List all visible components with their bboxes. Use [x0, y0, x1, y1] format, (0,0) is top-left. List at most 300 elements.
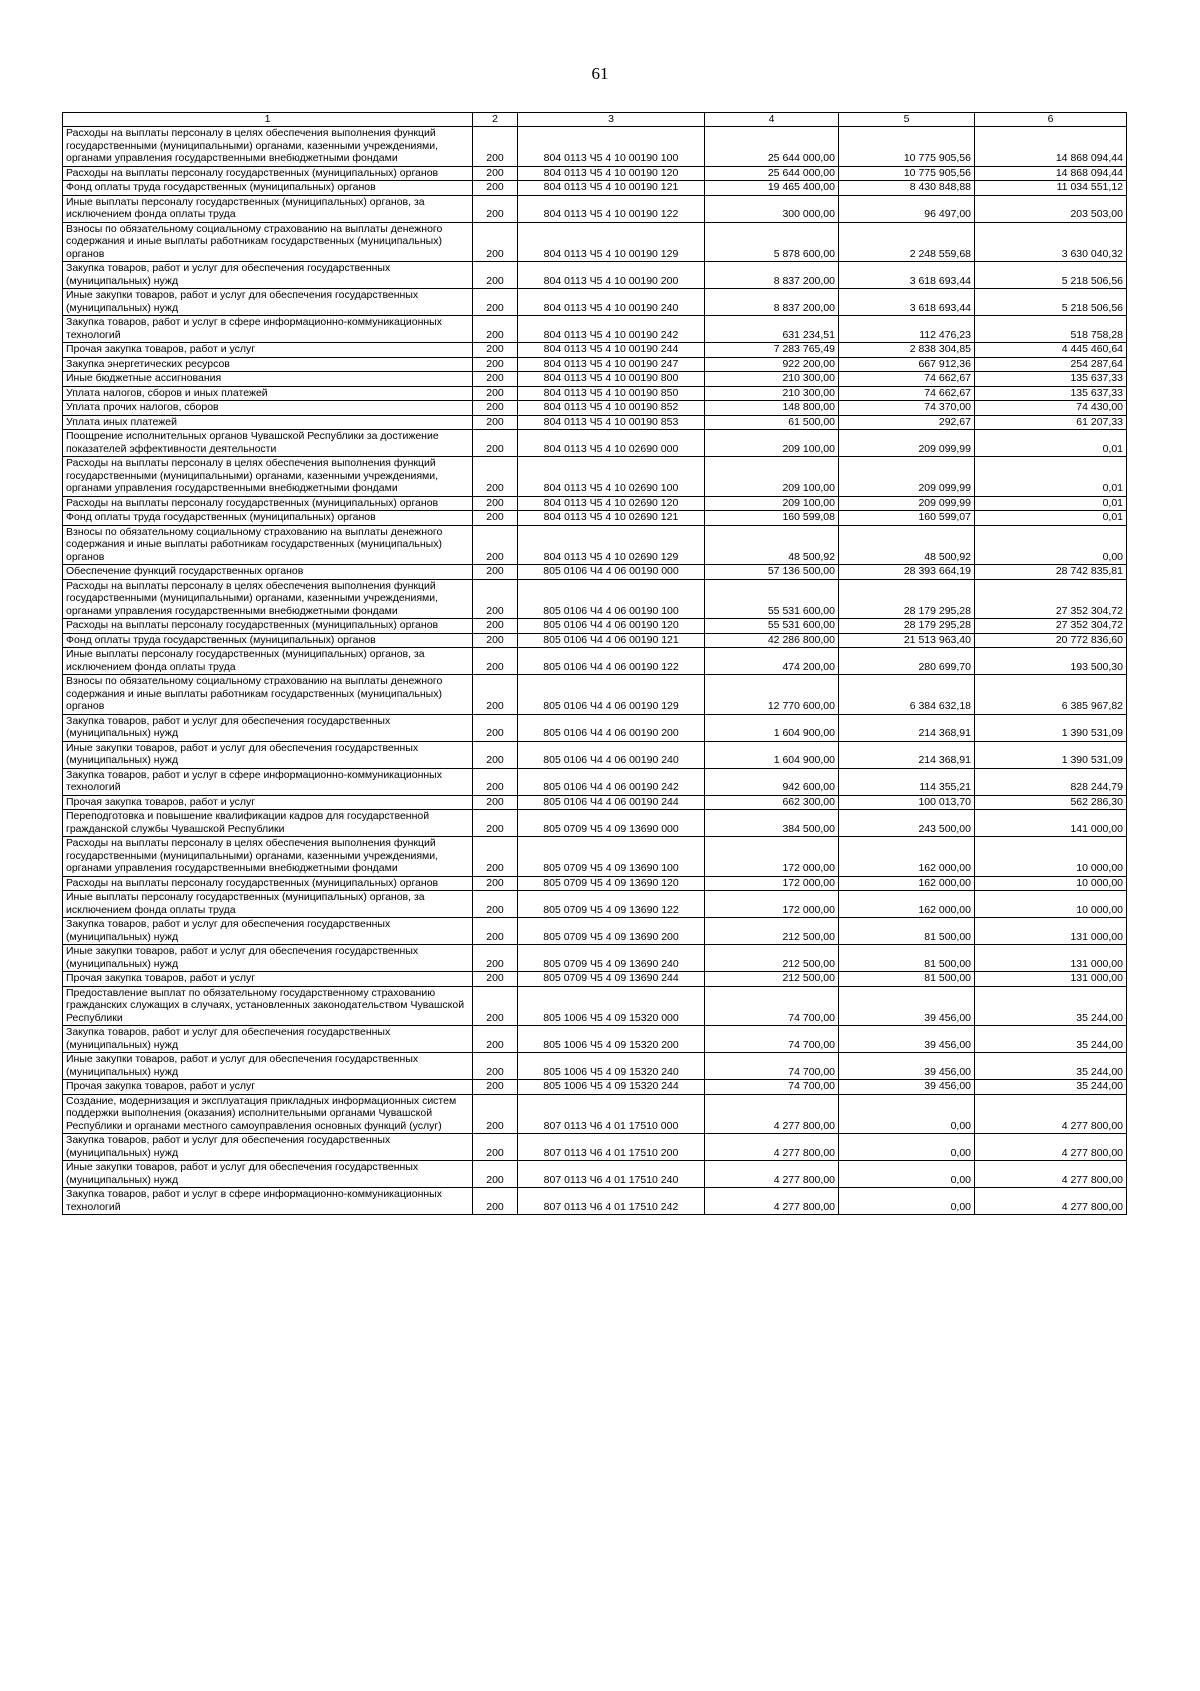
table-row: [63, 619, 1127, 634]
table-row: [63, 795, 1127, 810]
row-name: Прочая закупка товаров, работ и услуг: [63, 795, 473, 810]
row-value-col4: 474 200,00: [705, 648, 839, 675]
row-name: Закупка товаров, работ и услуг для обеспечения государственных (муниципальных) нужд: [63, 1134, 473, 1161]
row-admin-code: 200: [473, 195, 518, 222]
row-admin-code: 200: [473, 1094, 518, 1134]
row-budget-code: 805 1006 Ч5 4 09 15320 000: [518, 986, 705, 1026]
row-value-col6: 6 385 967,82: [975, 675, 1127, 715]
row-name: Иные бюджетные ассигнования: [63, 372, 473, 387]
table-row: [63, 565, 1127, 580]
row-value-col6: 135 637,33: [975, 372, 1127, 387]
budget-table: [62, 112, 1127, 1215]
row-name: Уплата иных платежей: [63, 415, 473, 430]
table-row: [63, 1053, 1127, 1080]
row-value-col6: 1 390 531,09: [975, 741, 1127, 768]
row-value-col5: 280 699,70: [839, 648, 975, 675]
row-admin-code: 200: [473, 741, 518, 768]
row-value-col4: 209 100,00: [705, 457, 839, 497]
row-admin-code: 200: [473, 565, 518, 580]
row-value-col4: 209 100,00: [705, 430, 839, 457]
row-budget-code: 807 0113 Ч6 4 01 17510 240: [518, 1161, 705, 1188]
row-admin-code: 200: [473, 496, 518, 511]
table-row: [63, 372, 1127, 387]
row-value-col6: 4 277 800,00: [975, 1188, 1127, 1215]
row-budget-code: 804 0113 Ч5 4 10 00190 853: [518, 415, 705, 430]
row-value-col5: 39 456,00: [839, 1026, 975, 1053]
row-value-col4: 631 234,51: [705, 316, 839, 343]
row-value-col5: 2 248 559,68: [839, 222, 975, 262]
row-admin-code: 200: [473, 430, 518, 457]
row-name: Иные выплаты персоналу государственных (муниципальных) органов, за исключением фонда оплаты труда: [63, 891, 473, 918]
row-budget-code: 804 0113 Ч5 4 10 00190 129: [518, 222, 705, 262]
row-value-col6: 11 034 551,12: [975, 181, 1127, 196]
row-name: Прочая закупка товаров, работ и услуг: [63, 1080, 473, 1095]
row-budget-code: 805 0709 Ч5 4 09 13690 200: [518, 918, 705, 945]
row-value-col4: 210 300,00: [705, 386, 839, 401]
row-admin-code: 200: [473, 795, 518, 810]
table-row: [63, 222, 1127, 262]
row-value-col6: 0,01: [975, 511, 1127, 526]
table-row: [63, 648, 1127, 675]
row-budget-code: 805 0709 Ч5 4 09 13690 240: [518, 945, 705, 972]
row-name: Взносы по обязательному социальному страхованию на выплаты денежного содержания и иные выплаты работникам государственных (муниципальных) органов: [63, 222, 473, 262]
row-budget-code: 804 0113 Ч5 4 10 00190 242: [518, 316, 705, 343]
table-row: [63, 262, 1127, 289]
table-row: [63, 876, 1127, 891]
row-name: Иные закупки товаров, работ и услуг для обеспечения государственных (муниципальных) нужд: [63, 1161, 473, 1188]
header-col-2: 2: [473, 113, 518, 127]
row-value-col6: 203 503,00: [975, 195, 1127, 222]
row-value-col4: 5 878 600,00: [705, 222, 839, 262]
row-admin-code: 200: [473, 633, 518, 648]
row-value-col5: 10 775 905,56: [839, 127, 975, 167]
row-admin-code: 200: [473, 945, 518, 972]
row-value-col4: 172 000,00: [705, 876, 839, 891]
row-value-col5: 74 662,67: [839, 386, 975, 401]
row-value-col5: 162 000,00: [839, 891, 975, 918]
row-name: Прочая закупка товаров, работ и услуг: [63, 343, 473, 358]
row-value-col4: 4 277 800,00: [705, 1094, 839, 1134]
row-value-col6: 254 287,64: [975, 357, 1127, 372]
row-value-col4: 210 300,00: [705, 372, 839, 387]
row-admin-code: 200: [473, 1188, 518, 1215]
row-value-col5: 48 500,92: [839, 525, 975, 565]
row-budget-code: 805 0709 Ч5 4 09 13690 120: [518, 876, 705, 891]
table-row: [63, 415, 1127, 430]
table-row: [63, 357, 1127, 372]
row-budget-code: 805 0106 Ч4 4 06 00190 121: [518, 633, 705, 648]
row-budget-code: 805 0106 Ч4 4 06 00190 129: [518, 675, 705, 715]
row-value-col6: 10 000,00: [975, 837, 1127, 877]
row-value-col5: 3 618 693,44: [839, 289, 975, 316]
row-value-col4: 4 277 800,00: [705, 1134, 839, 1161]
row-value-col5: 21 513 963,40: [839, 633, 975, 648]
row-value-col6: 4 445 460,64: [975, 343, 1127, 358]
row-value-col5: 28 393 664,19: [839, 565, 975, 580]
row-value-col6: 10 000,00: [975, 891, 1127, 918]
row-name: Уплата налогов, сборов и иных платежей: [63, 386, 473, 401]
table-row: [63, 714, 1127, 741]
table-row: [63, 401, 1127, 416]
row-name: Расходы на выплаты персоналу государственных (муниципальных) органов: [63, 619, 473, 634]
table-row: [63, 741, 1127, 768]
row-value-col6: 27 352 304,72: [975, 619, 1127, 634]
row-value-col5: 667 912,36: [839, 357, 975, 372]
row-admin-code: 200: [473, 768, 518, 795]
row-value-col6: 0,01: [975, 430, 1127, 457]
row-value-col4: 55 531 600,00: [705, 579, 839, 619]
header-col-4: 4: [705, 113, 839, 127]
row-admin-code: 200: [473, 1134, 518, 1161]
row-name: Расходы на выплаты персоналу государственных (муниципальных) органов: [63, 876, 473, 891]
table-row: [63, 166, 1127, 181]
row-budget-code: 804 0113 Ч5 4 10 02690 129: [518, 525, 705, 565]
row-budget-code: 804 0113 Ч5 4 10 02690 000: [518, 430, 705, 457]
row-admin-code: 200: [473, 837, 518, 877]
row-admin-code: 200: [473, 619, 518, 634]
table-row: [63, 457, 1127, 497]
row-admin-code: 200: [473, 1080, 518, 1095]
row-admin-code: 200: [473, 372, 518, 387]
row-value-col4: 212 500,00: [705, 918, 839, 945]
row-budget-code: 804 0113 Ч5 4 10 00190 240: [518, 289, 705, 316]
row-value-col4: 172 000,00: [705, 837, 839, 877]
row-value-col5: 81 500,00: [839, 945, 975, 972]
row-name: Иные закупки товаров, работ и услуг для обеспечения государственных (муниципальных) нужд: [63, 741, 473, 768]
row-budget-code: 804 0113 Ч5 4 10 00190 850: [518, 386, 705, 401]
table-body: [63, 127, 1127, 1215]
table-row: [63, 837, 1127, 877]
row-value-col6: 0,01: [975, 496, 1127, 511]
table-row: [63, 1188, 1127, 1215]
row-value-col5: 209 099,99: [839, 496, 975, 511]
row-name: Фонд оплаты труда государственных (муниципальных) органов: [63, 511, 473, 526]
row-value-col5: 162 000,00: [839, 837, 975, 877]
row-name: Обеспечение функций государственных органов: [63, 565, 473, 580]
row-admin-code: 200: [473, 343, 518, 358]
row-name: Иные выплаты персоналу государственных (муниципальных) органов, за исключением фонда оплаты труда: [63, 195, 473, 222]
row-admin-code: 200: [473, 181, 518, 196]
table-row: [63, 316, 1127, 343]
row-value-col5: 243 500,00: [839, 810, 975, 837]
row-value-col4: 61 500,00: [705, 415, 839, 430]
row-value-col5: 8 430 848,88: [839, 181, 975, 196]
row-admin-code: 200: [473, 401, 518, 416]
row-value-col5: 3 618 693,44: [839, 262, 975, 289]
table-row: [63, 430, 1127, 457]
row-budget-code: 805 0709 Ч5 4 09 13690 100: [518, 837, 705, 877]
row-budget-code: 804 0113 Ч5 4 10 02690 100: [518, 457, 705, 497]
row-value-col4: 25 644 000,00: [705, 127, 839, 167]
row-admin-code: 200: [473, 127, 518, 167]
row-value-col4: 25 644 000,00: [705, 166, 839, 181]
row-value-col6: 35 244,00: [975, 1026, 1127, 1053]
row-budget-code: 805 0709 Ч5 4 09 13690 244: [518, 972, 705, 987]
row-value-col4: 1 604 900,00: [705, 714, 839, 741]
row-budget-code: 804 0113 Ч5 4 10 00190 121: [518, 181, 705, 196]
row-value-col4: 8 837 200,00: [705, 262, 839, 289]
row-value-col5: 292,67: [839, 415, 975, 430]
row-name: Закупка товаров, работ и услуг в сфере информационно-коммуникационных технологий: [63, 1188, 473, 1215]
row-admin-code: 200: [473, 262, 518, 289]
row-value-col6: 135 637,33: [975, 386, 1127, 401]
row-budget-code: 807 0113 Ч6 4 01 17510 242: [518, 1188, 705, 1215]
row-name: Фонд оплаты труда государственных (муниципальных) органов: [63, 633, 473, 648]
table-row: [63, 675, 1127, 715]
row-value-col6: 28 742 835,81: [975, 565, 1127, 580]
table-row: [63, 891, 1127, 918]
row-value-col5: 74 662,67: [839, 372, 975, 387]
row-budget-code: 805 0106 Ч4 4 06 00190 122: [518, 648, 705, 675]
row-name: Расходы на выплаты персоналу государственных (муниципальных) органов: [63, 496, 473, 511]
header-col-5: 5: [839, 113, 975, 127]
row-value-col5: 100 013,70: [839, 795, 975, 810]
row-budget-code: 805 0106 Ч4 4 06 00190 244: [518, 795, 705, 810]
row-value-col5: 209 099,99: [839, 430, 975, 457]
table-row: [63, 127, 1127, 167]
row-name: Расходы на выплаты персоналу в целях обеспечения выполнения функций государственными (муниципальными) органами, казенными учреждениями, органами управления государственными внебюджетными фондами: [63, 579, 473, 619]
row-value-col6: 5 218 506,56: [975, 289, 1127, 316]
row-value-col6: 10 000,00: [975, 876, 1127, 891]
row-value-col4: 4 277 800,00: [705, 1161, 839, 1188]
row-admin-code: 200: [473, 1026, 518, 1053]
row-budget-code: 805 0106 Ч4 4 06 00190 100: [518, 579, 705, 619]
table-row: [63, 195, 1127, 222]
row-value-col6: 4 277 800,00: [975, 1134, 1127, 1161]
row-value-col6: 14 868 094,44: [975, 127, 1127, 167]
row-value-col4: 1 604 900,00: [705, 741, 839, 768]
row-value-col4: 172 000,00: [705, 891, 839, 918]
row-budget-code: 804 0113 Ч5 4 10 02690 120: [518, 496, 705, 511]
row-budget-code: 804 0113 Ч5 4 10 00190 244: [518, 343, 705, 358]
row-name: Фонд оплаты труда государственных (муниципальных) органов: [63, 181, 473, 196]
row-value-col6: 5 218 506,56: [975, 262, 1127, 289]
row-name: Иные выплаты персоналу государственных (муниципальных) органов, за исключением фонда оплаты труда: [63, 648, 473, 675]
row-value-col6: 4 277 800,00: [975, 1094, 1127, 1134]
row-value-col6: 0,00: [975, 525, 1127, 565]
row-name: Закупка товаров, работ и услуг в сфере информационно-коммуникационных технологий: [63, 768, 473, 795]
row-value-col5: 6 384 632,18: [839, 675, 975, 715]
header-col-1: 1: [63, 113, 473, 127]
row-admin-code: 200: [473, 525, 518, 565]
row-value-col5: 39 456,00: [839, 986, 975, 1026]
row-value-col5: 162 000,00: [839, 876, 975, 891]
table-row: [63, 986, 1127, 1026]
row-budget-code: 807 0113 Ч6 4 01 17510 200: [518, 1134, 705, 1161]
row-name: Расходы на выплаты персоналу государственных (муниципальных) органов: [63, 166, 473, 181]
table-row: [63, 496, 1127, 511]
page-number: 61: [591, 64, 609, 83]
row-value-col4: 55 531 600,00: [705, 619, 839, 634]
row-value-col4: 148 800,00: [705, 401, 839, 416]
row-value-col5: 0,00: [839, 1134, 975, 1161]
row-name: Закупка товаров, работ и услуг для обеспечения государственных (муниципальных) нужд: [63, 1026, 473, 1053]
row-admin-code: 200: [473, 289, 518, 316]
table-header-row: [63, 113, 1127, 127]
row-value-col4: 384 500,00: [705, 810, 839, 837]
row-admin-code: 200: [473, 891, 518, 918]
row-budget-code: 805 0709 Ч5 4 09 13690 000: [518, 810, 705, 837]
row-admin-code: 200: [473, 1053, 518, 1080]
row-budget-code: 805 1006 Ч5 4 09 15320 240: [518, 1053, 705, 1080]
row-value-col4: 300 000,00: [705, 195, 839, 222]
row-value-col5: 28 179 295,28: [839, 619, 975, 634]
table-row: [63, 1026, 1127, 1053]
row-value-col5: 74 370,00: [839, 401, 975, 416]
row-admin-code: 200: [473, 316, 518, 343]
row-name: Иные закупки товаров, работ и услуг для обеспечения государственных (муниципальных) нужд: [63, 1053, 473, 1080]
row-name: Иные закупки товаров, работ и услуг для обеспечения государственных (муниципальных) нужд: [63, 945, 473, 972]
row-budget-code: 804 0113 Ч5 4 10 00190 852: [518, 401, 705, 416]
row-budget-code: 805 0106 Ч4 4 06 00190 200: [518, 714, 705, 741]
row-name: Иные закупки товаров, работ и услуг для обеспечения государственных (муниципальных) нужд: [63, 289, 473, 316]
row-name: Взносы по обязательному социальному страхованию на выплаты денежного содержания и иные выплаты работникам государственных (муниципальных) органов: [63, 675, 473, 715]
row-value-col5: 2 838 304,85: [839, 343, 975, 358]
row-name: Уплата прочих налогов, сборов: [63, 401, 473, 416]
row-value-col5: 214 368,91: [839, 714, 975, 741]
row-budget-code: 804 0113 Ч5 4 10 00190 120: [518, 166, 705, 181]
row-value-col6: 27 352 304,72: [975, 579, 1127, 619]
row-value-col6: 61 207,33: [975, 415, 1127, 430]
row-value-col5: 10 775 905,56: [839, 166, 975, 181]
table-row: [63, 289, 1127, 316]
row-value-col6: 20 772 836,60: [975, 633, 1127, 648]
row-name: Взносы по обязательному социальному страхованию на выплаты денежного содержания и иные выплаты работникам государственных (муниципальных) органов: [63, 525, 473, 565]
row-admin-code: 200: [473, 457, 518, 497]
row-value-col5: 96 497,00: [839, 195, 975, 222]
row-admin-code: 200: [473, 415, 518, 430]
row-value-col6: 14 868 094,44: [975, 166, 1127, 181]
row-value-col5: 0,00: [839, 1161, 975, 1188]
row-budget-code: 805 0106 Ч4 4 06 00190 000: [518, 565, 705, 580]
table-row: [63, 918, 1127, 945]
row-value-col5: 39 456,00: [839, 1080, 975, 1095]
row-admin-code: 200: [473, 386, 518, 401]
row-name: Закупка товаров, работ и услуг для обеспечения государственных (муниципальных) нужд: [63, 918, 473, 945]
row-budget-code: 807 0113 Ч6 4 01 17510 000: [518, 1094, 705, 1134]
row-budget-code: 805 0106 Ч4 4 06 00190 120: [518, 619, 705, 634]
row-name: Закупка товаров, работ и услуг для обеспечения государственных (муниципальных) нужд: [63, 714, 473, 741]
header-col-6: 6: [975, 113, 1127, 127]
row-value-col6: 35 244,00: [975, 986, 1127, 1026]
row-admin-code: 200: [473, 714, 518, 741]
table-row: [63, 1094, 1127, 1134]
row-value-col6: 35 244,00: [975, 1080, 1127, 1095]
row-budget-code: 804 0113 Ч5 4 10 00190 800: [518, 372, 705, 387]
table-row: [63, 343, 1127, 358]
row-value-col4: 74 700,00: [705, 1026, 839, 1053]
row-value-col4: 57 136 500,00: [705, 565, 839, 580]
row-name: Переподготовка и повышение квалификации кадров для государственной гражданской службы Чувашской Республики: [63, 810, 473, 837]
row-value-col6: 0,01: [975, 457, 1127, 497]
row-admin-code: 200: [473, 166, 518, 181]
row-budget-code: 804 0113 Ч5 4 10 00190 100: [518, 127, 705, 167]
table-row: [63, 1134, 1127, 1161]
table-row: [63, 972, 1127, 987]
row-budget-code: 804 0113 Ч5 4 10 02690 121: [518, 511, 705, 526]
row-name: Расходы на выплаты персоналу в целях обеспечения выполнения функций государственными (муниципальными) органами, казенными учреждениями, органами управления государственными внебюджетными фондами: [63, 837, 473, 877]
row-admin-code: 200: [473, 648, 518, 675]
row-value-col6: 828 244,79: [975, 768, 1127, 795]
row-value-col4: 922 200,00: [705, 357, 839, 372]
table-row: [63, 525, 1127, 565]
row-budget-code: 804 0113 Ч5 4 10 00190 200: [518, 262, 705, 289]
row-budget-code: 805 0106 Ч4 4 06 00190 240: [518, 741, 705, 768]
row-admin-code: 200: [473, 222, 518, 262]
row-admin-code: 200: [473, 972, 518, 987]
row-value-col4: 42 286 800,00: [705, 633, 839, 648]
table-row: [63, 768, 1127, 795]
row-value-col4: 662 300,00: [705, 795, 839, 810]
row-value-col4: 7 283 765,49: [705, 343, 839, 358]
row-value-col4: 942 600,00: [705, 768, 839, 795]
table-row: [63, 810, 1127, 837]
row-value-col6: 131 000,00: [975, 945, 1127, 972]
row-value-col4: 74 700,00: [705, 1080, 839, 1095]
table-row: [63, 1080, 1127, 1095]
row-budget-code: 804 0113 Ч5 4 10 00190 247: [518, 357, 705, 372]
row-value-col4: 212 500,00: [705, 945, 839, 972]
row-admin-code: 200: [473, 579, 518, 619]
row-admin-code: 200: [473, 675, 518, 715]
row-value-col4: 48 500,92: [705, 525, 839, 565]
row-value-col6: 1 390 531,09: [975, 714, 1127, 741]
row-name: Создание, модернизация и эксплуатация прикладных информационных систем поддержки выполнения (оказания) исполнительными органами Чувашской Республики и органами местного самоуправления основных функций (услуг): [63, 1094, 473, 1134]
row-value-col4: 19 465 400,00: [705, 181, 839, 196]
row-value-col6: 141 000,00: [975, 810, 1127, 837]
row-value-col6: 4 277 800,00: [975, 1161, 1127, 1188]
table-row: [63, 633, 1127, 648]
row-budget-code: 804 0113 Ч5 4 10 00190 122: [518, 195, 705, 222]
row-admin-code: 200: [473, 918, 518, 945]
row-value-col6: 35 244,00: [975, 1053, 1127, 1080]
row-value-col5: 0,00: [839, 1094, 975, 1134]
row-name: Прочая закупка товаров, работ и услуг: [63, 972, 473, 987]
table-row: [63, 386, 1127, 401]
row-name: Закупка товаров, работ и услуг в сфере информационно-коммуникационных технологий: [63, 316, 473, 343]
row-value-col5: 209 099,99: [839, 457, 975, 497]
row-value-col5: 81 500,00: [839, 972, 975, 987]
row-admin-code: 200: [473, 511, 518, 526]
row-budget-code: 805 0709 Ч5 4 09 13690 122: [518, 891, 705, 918]
table-row: [63, 511, 1127, 526]
row-name: Закупка энергетических ресурсов: [63, 357, 473, 372]
row-value-col5: 81 500,00: [839, 918, 975, 945]
row-admin-code: 200: [473, 357, 518, 372]
row-value-col6: 131 000,00: [975, 972, 1127, 987]
row-value-col4: 74 700,00: [705, 986, 839, 1026]
table-row: [63, 945, 1127, 972]
row-value-col4: 209 100,00: [705, 496, 839, 511]
row-budget-code: 805 1006 Ч5 4 09 15320 200: [518, 1026, 705, 1053]
table-row: [63, 579, 1127, 619]
row-name: Расходы на выплаты персоналу в целях обеспечения выполнения функций государственными (муниципальными) органами, казенными учреждениями, органами управления государственными внебюджетными фондами: [63, 457, 473, 497]
row-budget-code: 805 1006 Ч5 4 09 15320 244: [518, 1080, 705, 1095]
row-value-col5: 214 368,91: [839, 741, 975, 768]
row-admin-code: 200: [473, 986, 518, 1026]
row-value-col6: 562 286,30: [975, 795, 1127, 810]
row-value-col5: 114 355,21: [839, 768, 975, 795]
row-budget-code: 805 0106 Ч4 4 06 00190 242: [518, 768, 705, 795]
row-value-col6: 131 000,00: [975, 918, 1127, 945]
row-value-col4: 4 277 800,00: [705, 1188, 839, 1215]
row-value-col5: 39 456,00: [839, 1053, 975, 1080]
row-value-col6: 74 430,00: [975, 401, 1127, 416]
row-value-col6: 518 758,28: [975, 316, 1127, 343]
row-value-col4: 8 837 200,00: [705, 289, 839, 316]
row-value-col4: 12 770 600,00: [705, 675, 839, 715]
row-admin-code: 200: [473, 810, 518, 837]
